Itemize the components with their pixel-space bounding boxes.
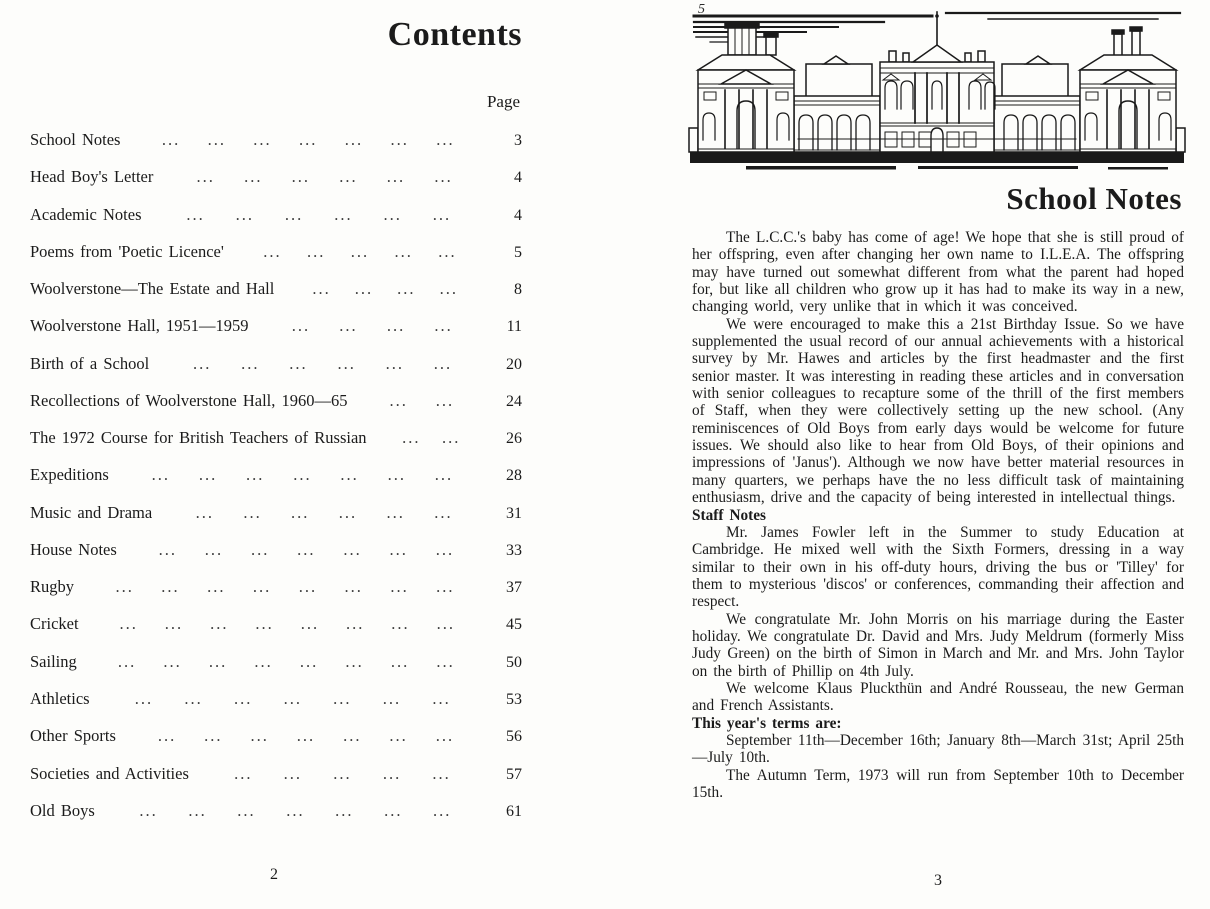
toc-leader-dots: ... ... ... ... ... ... ...	[157, 726, 455, 746]
toc-entry-title: The 1972 Course for British Teachers of Russian	[30, 428, 367, 448]
right-folio: 3	[934, 872, 942, 889]
toc-entry	[30, 652, 522, 672]
toc-leader-dots: ... ... ... ... ... ... ...	[158, 539, 455, 559]
toc-entry-page-number: 5	[514, 243, 522, 261]
toc-entry-page-number: 56	[506, 728, 522, 746]
toc-leader-dots: ... ... ... ... ... ...	[196, 167, 453, 187]
toc-entry-title: Music and Drama	[30, 502, 153, 522]
toc-leader-dots: ... ... ... ... ... ...	[186, 204, 452, 224]
toc-leader-dots: ... ... ... ... ... ... ... ...	[119, 614, 455, 634]
paragraph: Mr. James Fowler left in the Summer to study Education at Cambridge. He mixed well with the Sixth Formers, dressing in a way similar to their own in his off-duty hours, driving the bus or 'Tilley' for them to mysterious 'discos' or conferences, commanding their affection and respect.	[692, 523, 1184, 611]
toc-entry	[30, 130, 522, 150]
toc-entry	[30, 354, 522, 374]
toc-entry-title: Rugby	[30, 577, 75, 597]
toc-entry-page-number: 24	[506, 392, 522, 410]
toc-leader-dots: ... ... ... ... ... ... ... ...	[117, 651, 455, 671]
toc-entry-page-number: 45	[506, 616, 522, 634]
section-heading: This year's terms are:	[692, 714, 842, 732]
toc-entry-page-number: 50	[506, 653, 522, 671]
toc-entry-title: Recollections of Woolverstone Hall, 1960—65	[30, 390, 348, 410]
toc-leader-dots: ... ... ... ... ...	[263, 241, 457, 261]
section-heading: Staff Notes	[692, 506, 766, 524]
school-notes-title: School Notes	[1006, 181, 1182, 216]
page-column-label: Page	[486, 92, 520, 111]
toc-entry	[30, 205, 522, 225]
toc-entry-title: Athletics	[30, 688, 90, 708]
toc-leader-dots: ... ... ... ...	[312, 279, 458, 299]
toc-entry	[30, 391, 522, 411]
toc-entry-page-number: 61	[506, 802, 522, 820]
toc-entry-page-number: 4	[514, 206, 522, 224]
toc-entry-page-number: 28	[506, 467, 522, 485]
toc-entry	[30, 689, 522, 709]
toc-leader-dots: ... ... ... ... ... ... ...	[134, 688, 451, 708]
toc-entry-page-number: 33	[506, 541, 522, 559]
toc-leader-dots: ... ...	[389, 390, 455, 410]
toc-entry-title: Old Boys	[30, 800, 95, 820]
paragraph: The L.C.C.'s baby has come of age! We hope that she is still proud of her offspring, even after changing her own name to I.L.E.A. The offspring may have turned out somewhat different from what the parent had hoped for, but like all children who grow up it has had to make its way in a new, changing world, very unlike that in which it was conceived.	[692, 229, 1184, 316]
toc-entry-page-number: 26	[506, 430, 522, 448]
toc-entry-page-number: 4	[514, 169, 522, 187]
toc-entry-page-number: 8	[514, 281, 522, 299]
toc-entry-title: Other Sports	[30, 726, 116, 746]
paragraph: The Autumn Term, 1973 will run from September 10th to December 15th.	[692, 766, 1184, 801]
toc-entry-title: Woolverstone Hall, 1951—1959	[30, 316, 249, 336]
toc-leader-dots: ... ... ... ... ... ... ...	[161, 130, 455, 149]
toc-entry	[30, 726, 522, 746]
toc-entry	[30, 577, 522, 597]
toc-entry-title: Birth of a School	[30, 353, 150, 373]
contents-page	[30, 0, 522, 909]
toc-entry	[30, 316, 522, 336]
toc-leader-dots: ... ... ... ...	[291, 316, 453, 336]
toc-entry	[30, 242, 522, 262]
paragraph: We were encouraged to make this a 21st Birthday Issue. So we have supplemented the usual record of our annual achievements with a historical survey by Mr. Hawes and articles by the first headmaster and the first senior master. It was interesting in reading these articles and in conversation with senior colleagues to recapture some of the thrill of the first members of Staff, when they were collectively setting up the new school. (Any reminiscences of Old Boys from early days would be welcome for future issues. We should also like to hear from Old Boys, of their opinions and impressions of 'Janus'). Although we now have better material resources in many quarters, we perhaps have the no less difficult task of maintaining enthusiasm, drive and the capacity of being interested in intellectual things.	[692, 315, 1184, 507]
toc-leader-dots: ... ...	[402, 428, 461, 448]
toc-entry	[30, 428, 522, 448]
toc-entry	[30, 279, 522, 299]
school-notes-body	[692, 229, 1184, 801]
toc-entry-title: House Notes	[30, 539, 117, 559]
toc-leader-dots: ... ... ... ... ... ...	[192, 353, 453, 373]
toc-entry-title: Woolverstone—The Estate and Hall	[30, 279, 275, 299]
toc-entry-title: Head Boy's Letter	[30, 167, 154, 187]
woolverstone-hall-drawing-icon	[688, 6, 1186, 178]
toc-entry-page-number: 37	[506, 579, 522, 597]
toc-entry-page-number: 57	[506, 765, 522, 783]
paragraph: We congratulate Mr. John Morris on his marriage during the Easter holiday. We congratulate Dr. David and Mrs. Judy Meldrum (formerly Miss Judy Green) on the birth of Simon in March and Mr. and Mrs. John Taylor on the birth of Phillip on 4th July.	[692, 610, 1184, 680]
paragraph: We welcome Klaus Pluckthün and André Rousseau, the new German and French Assistants.	[692, 679, 1184, 715]
toc-entry-title: School Notes	[30, 130, 121, 149]
toc-entry-page-number: 11	[506, 318, 522, 336]
toc-entry-title: Poems from 'Poetic Licence'	[30, 241, 224, 261]
toc-leader-dots: ... ... ... ... ... ...	[195, 502, 453, 522]
toc-entry	[30, 503, 522, 523]
toc-entry-title: Academic Notes	[30, 204, 142, 224]
toc-list	[30, 130, 522, 821]
toc-entry-title: Cricket	[30, 614, 79, 634]
toc-leader-dots: ... ... ... ... ... ... ...	[139, 800, 452, 820]
toc-entry	[30, 764, 522, 784]
toc-entry-title: Sailing	[30, 651, 77, 671]
toc-entry	[30, 167, 522, 187]
contents-title: Contents	[387, 16, 522, 53]
toc-entry	[30, 540, 522, 560]
toc-entry-page-number: 31	[506, 504, 522, 522]
toc-leader-dots: ... ... ... ... ... ... ...	[151, 465, 454, 485]
toc-entry	[30, 614, 522, 634]
paragraph: September 11th—December 16th; January 8th—March 31st; April 25th—July 10th.	[692, 731, 1184, 767]
toc-leader-dots: ... ... ... ... ... ... ... ...	[115, 577, 455, 597]
toc-entry-page-number: 20	[506, 355, 522, 373]
toc-entry	[30, 801, 522, 821]
school-notes-page	[692, 0, 1184, 909]
left-folio: 2	[270, 866, 278, 883]
hall-illustration	[688, 6, 1186, 178]
toc-entry-title: Societies and Activities	[30, 763, 189, 783]
toc-entry-page-number: 3	[514, 132, 522, 149]
toc-leader-dots: ... ... ... ... ...	[234, 763, 451, 783]
toc-entry-page-number: 53	[506, 690, 522, 708]
pencil-mark: 5	[698, 2, 705, 17]
toc-entry	[30, 465, 522, 485]
toc-entry-title: Expeditions	[30, 465, 109, 485]
